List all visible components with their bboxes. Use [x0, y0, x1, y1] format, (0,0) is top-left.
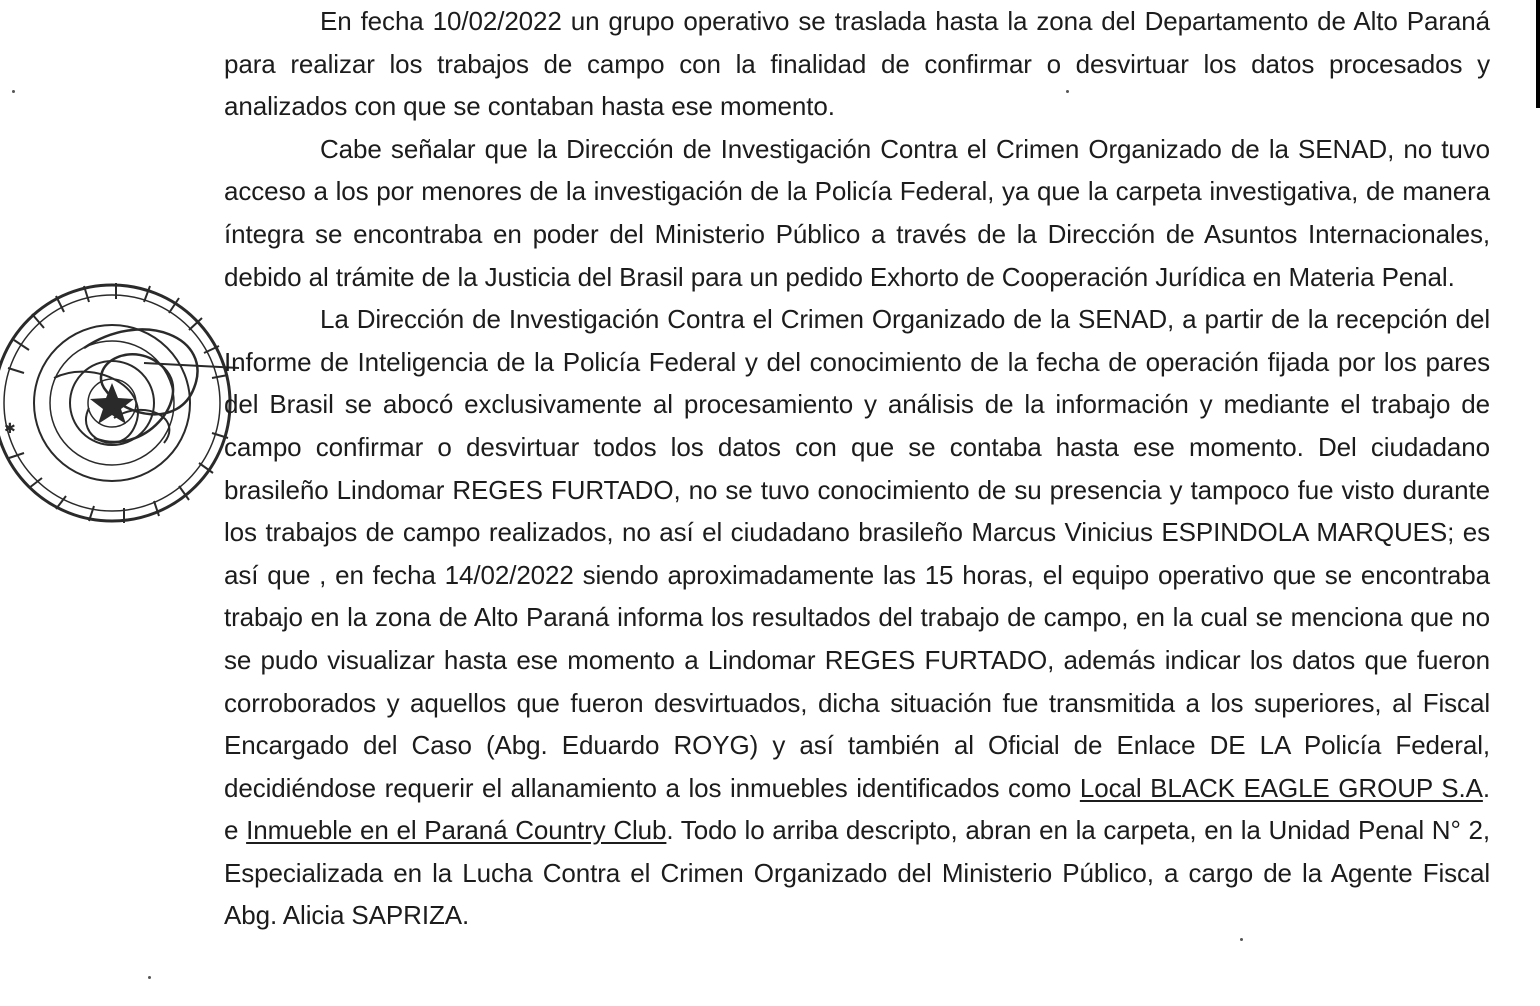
paragraph-text: . Todo lo arriba descripto, abran en la carpeta, en la Unidad Penal N° 2, Especializada en la Lucha Contra el Crimen Organizado del Ministerio Público, a cargo de la Agente Fiscal Abg. Alicia SAPRIZA. [224, 815, 1491, 931]
scan-edge-mark [1536, 0, 1540, 108]
svg-text:✱: ✱ [4, 420, 16, 436]
official-seal-stamp [0, 268, 244, 538]
scan-speck [148, 976, 151, 979]
scan-speck [1066, 90, 1069, 93]
scan-speck [1240, 938, 1243, 941]
scan-speck [12, 90, 15, 93]
paragraph-text: La Dirección de Investigación Contra el Crimen Organizado de la SENAD, a partir de la recepción del Informe de Inteligencia de la Policía Federal y del conocimiento de la fecha de operación fijada por los pares del Brasil se abocó exclusivamente al procesamiento y análisis de la información y mediante el trabajo de campo confirmar o desvirtuar todos los datos con que se contaba hasta ese momento. Del ciudadano brasileño Lindomar REGES FURTADO, no se tuvo conocimiento de su presencia y tampoco fue visto durante los trabajos de campo realizados, no así el ciudadano brasileño Marcus Vinicius ESPINDOLA MARQUES; es así que , en fecha 14/02/2022 siendo aproximadamente las 15 horas, el equipo operativo que se encontraba trabajo en la zona de Alto Paraná informa los resultados del trabajo de campo, en la cual se menciona que no se pudo visualizar hasta ese momento a Lindomar REGES FURTADO, además indicar los datos que fueron corroborados y aquellos que fueron desvirtuados, dicha situación fue transmitida a los superiores, al Fiscal Encargado del Caso (Abg. Eduardo ROYG) y así también al Oficial de Enlace DE LA Policía Federal, decidiéndose requerir el allanamiento a los inmuebles identificados como [224, 304, 1490, 803]
paragraph-3 [224, 298, 1490, 937]
underlined-reference: Local BLACK EAGLE GROUP S.A [1079, 772, 1483, 803]
underlined-reference: Inmueble en el Paraná Country Club [246, 815, 667, 846]
paragraph-text: Cabe señalar que la Dirección de Investigación Contra el Crimen Organizado de la SENAD, no tuvo acceso a los por menores de la investigación de la Policía Federal, ya que la carpeta investigativa, de manera íntegra se encontraba en poder del Ministerio Público a través de la Dirección de Asuntos Internacionales, debido al trámite de la Justicia del Brasil para un pedido Exhorto de Cooperación Jurídica en Materia Penal. [224, 133, 1490, 292]
document-body [224, 0, 1490, 937]
paragraph-2 [224, 128, 1490, 298]
paragraph-text: . e [224, 772, 1490, 846]
paragraph-text: En fecha 10/02/2022 un grupo operativo se traslada hasta la zona del Departamento de Alto Paraná para realizar los trabajos de campo con la finalidad de confirmar o desvirtuar los datos procesados y analizados con que se contaban hasta ese momento. [224, 6, 1490, 122]
paragraph-1 [224, 0, 1490, 128]
